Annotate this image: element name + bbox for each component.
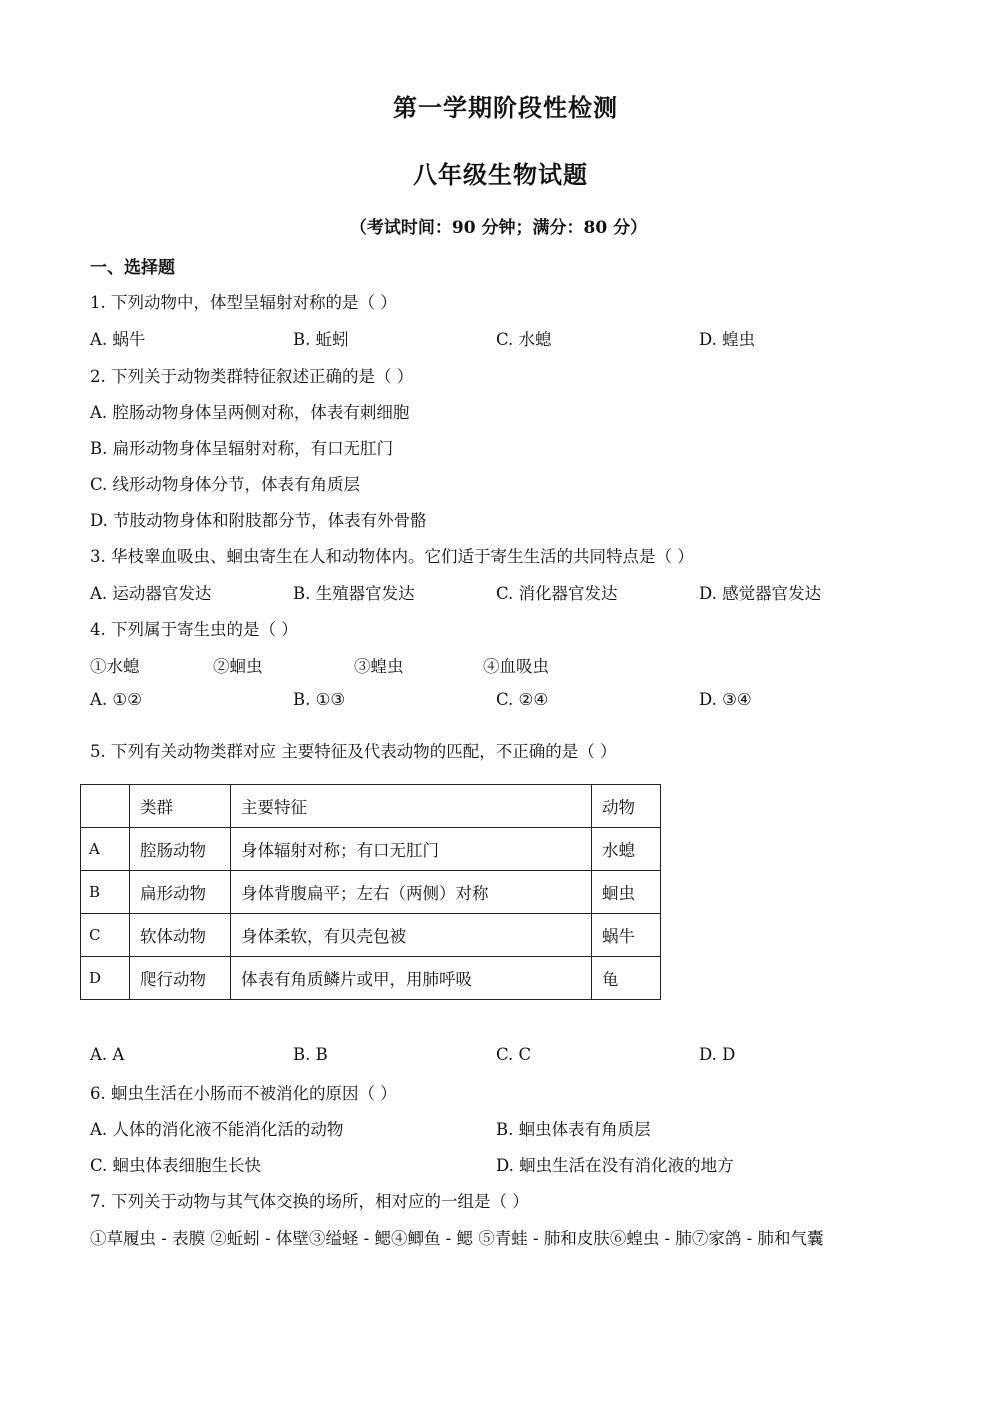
exam-info: （考试时间：90 分钟；满分：80 分） [349,218,648,238]
table-cell: 软体动物 [130,914,231,957]
q4-item-1: ①水螅 [90,657,140,676]
table-row [81,828,661,871]
table-header-cell: 动物 [592,785,661,828]
q3-option-b: B. 生殖器官发达 [293,584,415,603]
q1-option-b: B. 蚯蚓 [293,330,349,349]
table-cell: 腔肠动物 [130,828,231,871]
table-cell: 体表有角质鳞片或甲，用肺呼吸 [231,957,592,1000]
q5-option-a: A. A [90,1045,125,1064]
q7-items: ①草履虫 - 表膜 ②蚯蚓 - 体壁③缢蛏 - 鳃④鲫鱼 - 鳃 ⑤青蛙 - 肺和皮肤⑥蝗虫 - 肺⑦家鸽 - 肺和气囊 [90,1229,824,1248]
q4-option-a: A. ①② [90,690,142,709]
q5-option-b: B. B [293,1045,328,1064]
table-header-cell [81,785,130,828]
table-cell: 蜗牛 [592,914,661,957]
question-7-stem: 7. 下列关于动物与其气体交换的场所，相对应的一组是（ ） [90,1192,529,1211]
table-cell: 水螅 [592,828,661,871]
q3-option-c: C. 消化器官发达 [496,584,618,603]
exam-subtitle: 八年级生物试题 [413,160,588,189]
table-row [81,957,661,1000]
exam-title: 第一学期阶段性检测 [393,93,618,122]
question-6-stem: 6. 蛔虫生活在小肠而不被消化的原因（ ） [90,1084,397,1103]
question-3-stem: 3. 华枝睾血吸虫、蛔虫寄生在人和动物体内。它们适于寄生生活的共同特点是（ ） [90,547,694,566]
q4-item-2: ②蛔虫 [213,657,263,676]
q5-table [80,784,661,1000]
table-cell: 身体背腹扁平；左右（两侧）对称 [231,871,592,914]
q3-option-a: A. 运动器官发达 [90,584,212,603]
q2-option-c: C. 线形动物身体分节，体表有角质层 [90,475,361,494]
table-cell: 身体辐射对称；有口无肛门 [231,828,592,871]
section-heading: 一、选择题 [90,258,175,278]
question-4-stem: 4. 下列属于寄生虫的是（ ） [90,620,298,639]
q6-option-d: D. 蛔虫生活在没有消化液的地方 [496,1156,734,1175]
q6-option-a: A. 人体的消化液不能消化活的动物 [90,1120,344,1139]
table-row [81,871,661,914]
q2-option-a: A. 腔肠动物身体呈两侧对称，体表有刺细胞 [90,403,410,422]
table-cell: C [81,914,130,957]
table-cell: 扁形动物 [130,871,231,914]
table-cell: 爬行动物 [130,957,231,1000]
q1-option-c: C. 水螅 [496,330,552,349]
q5-option-c: C. C [496,1045,532,1064]
q1-option-a: A. 蜗牛 [90,330,146,349]
q1-option-d: D. 蝗虫 [699,330,756,349]
table-cell: 龟 [592,957,661,1000]
table-cell: 蛔虫 [592,871,661,914]
q6-option-b: B. 蛔虫体表有角质层 [496,1120,651,1139]
q4-option-c: C. ②④ [496,690,549,709]
table-header-row [81,785,661,828]
q5-option-d: D. D [699,1045,736,1064]
table-cell: D [81,957,130,1000]
table-cell: B [81,871,130,914]
q4-option-b: B. ①③ [293,690,346,709]
table-cell: A [81,828,130,871]
question-5-stem: 5. 下列有关动物类群对应 主要特征及代表动物的匹配，不正确的是（ ） [90,742,617,761]
q2-option-b: B. 扁形动物身体呈辐射对称，有口无肛门 [90,439,394,458]
q3-option-d: D. 感觉器官发达 [699,584,822,603]
q4-item-3: ③蝗虫 [354,657,404,676]
question-2-stem: 2. 下列关于动物类群特征叙述正确的是（ ） [90,367,414,386]
table-header-cell: 主要特征 [231,785,592,828]
q2-option-d: D. 节肢动物身体和附肢都分节，体表有外骨骼 [90,511,427,530]
table-cell: 身体柔软，有贝壳包被 [231,914,592,957]
q6-option-c: C. 蛔虫体表细胞生长快 [90,1156,262,1175]
question-1-stem: 1. 下列动物中，体型呈辐射对称的是（ ） [90,293,397,312]
q4-item-4: ④血吸虫 [483,657,549,676]
table-header-cell: 类群 [130,785,231,828]
q4-option-d: D. ③④ [699,690,752,709]
table-row [81,914,661,957]
